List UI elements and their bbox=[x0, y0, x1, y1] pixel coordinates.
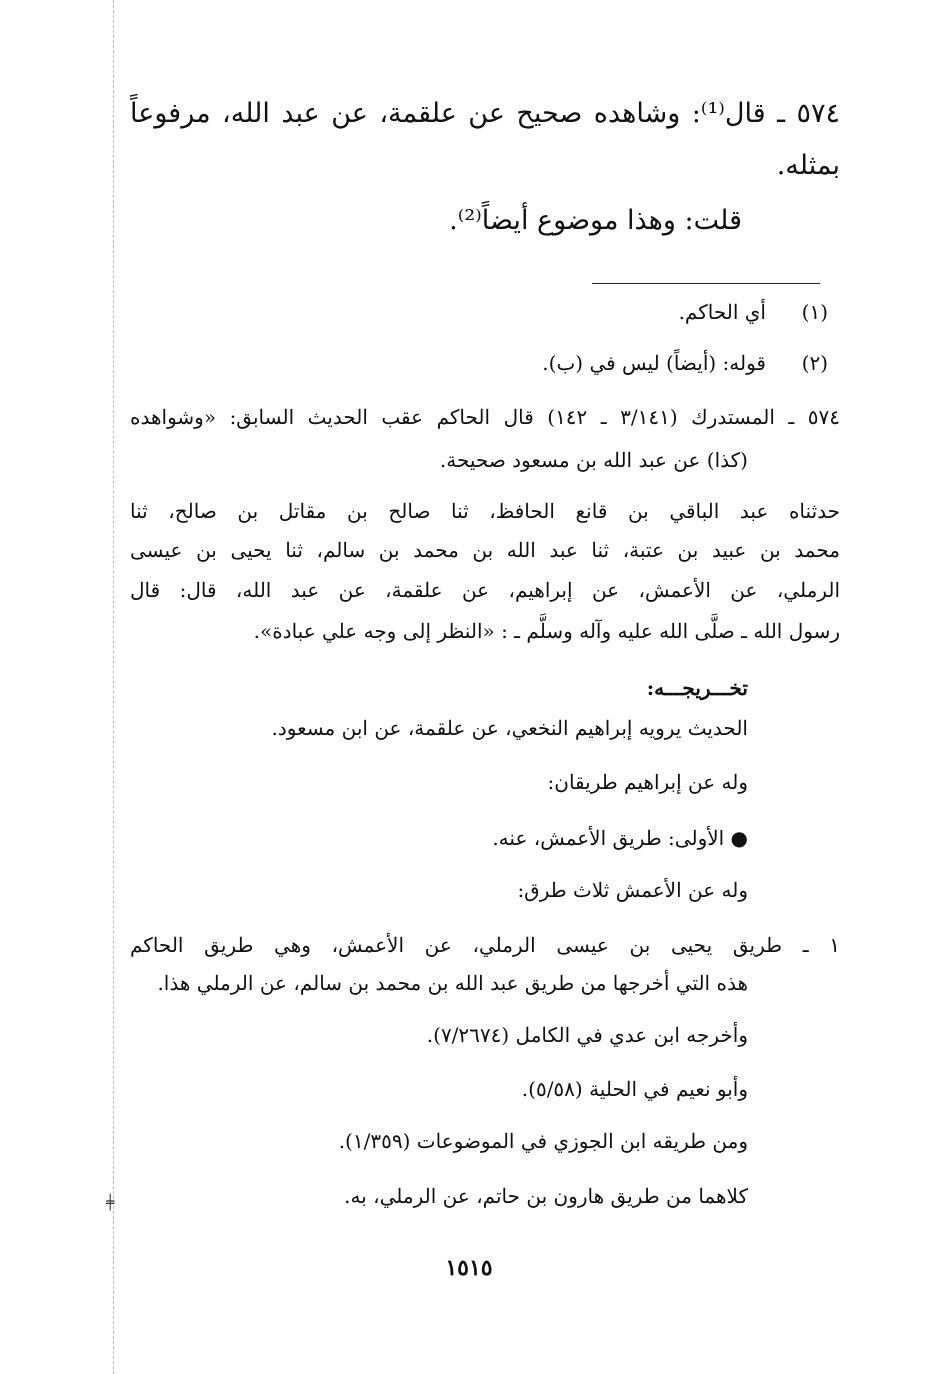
takhrij-heading: تخـــريجـــه: bbox=[646, 676, 748, 700]
footnote-2-number: (٢) bbox=[801, 351, 828, 375]
takhrij-line-10: كلاهما من طريق هارون بن حاتم، عن الرملي، به. bbox=[344, 1184, 748, 1208]
main-text-line-3: قلت: وهذا موضوع أيضاً⁽²⁾. bbox=[449, 205, 742, 236]
footnote-separator bbox=[592, 283, 820, 284]
main-text-line-1: ٥٧٤ ـ قال⁽¹⁾: وشاهده صحيح عن علقمة، عن عبد الله، مرفوعاً bbox=[130, 98, 840, 129]
takhrij-line-1: الحديث يرويه إبراهيم النخعي، عن علقمة، عن ابن مسعود. bbox=[271, 716, 748, 740]
commentary-line-1: ٥٧٤ ـ المستدرك (٣/١٤١ ـ ١٤٢) قال الحاكم عقب الحديث السابق: «وشواهده bbox=[130, 405, 840, 429]
takhrij-line-3: ● الأولى: طريق الأعمش، عنه. bbox=[492, 826, 748, 850]
takhrij-line-7: وأخرجه ابن عدي في الكامل (٧/٢٦٧٤). bbox=[426, 1023, 748, 1047]
footnote-1 bbox=[679, 300, 828, 324]
takhrij-line-9: ومن طريقه ابن الجوزي في الموضوعات (١/٣٥٩). bbox=[338, 1129, 748, 1153]
isnad-line-4: رسول الله ـ صلَّى الله عليه وآله وسلَّم ـ : «النظر إلى وجه علي عبادة». bbox=[253, 619, 840, 643]
footnote-1-text: أي الحاكم. bbox=[678, 300, 766, 324]
takhrij-line-5: ١ ـ طريق يحيى بن عيسى الرملي، عن الأعمش، وهي طريق الحاكم bbox=[130, 933, 841, 957]
takhrij-line-2: وله عن إبراهيم طريقان: bbox=[547, 770, 748, 794]
footnote-2-text: قوله: (أيضاً) ليس في (ب). bbox=[542, 351, 766, 375]
page-number: ١٥١٥ bbox=[445, 1255, 493, 1281]
margin-mark: ╪ bbox=[106, 1195, 115, 1211]
isnad-line-1: حدثناه عبد الباقي بن قانع الحافظ، ثنا صالح بن مقاتل بن صالح، ثنا bbox=[130, 499, 840, 523]
takhrij-line-4: وله عن الأعمش ثلاث طرق: bbox=[517, 878, 748, 902]
commentary-line-2: (كذا) عن عبد الله بن مسعود صحيحة. bbox=[439, 448, 748, 472]
footnote-2 bbox=[542, 351, 828, 375]
margin-guide-line bbox=[113, 0, 114, 1374]
isnad-line-3: الرملي، عن الأعمش، عن إبراهيم، عن علقمة، عن عبد الله، قال: قال bbox=[130, 578, 840, 602]
takhrij-line-6: هذه التي أخرجها من طريق عبد الله بن محمد بن سالم، عن الرملي هذا. bbox=[157, 971, 748, 995]
isnad-line-2: محمد بن عبيد بن عتبة، ثنا عبد الله بن محمد بن سالم، ثنا يحيى بن عيسى bbox=[130, 538, 840, 562]
footnote-1-number: (١) bbox=[801, 300, 828, 324]
takhrij-line-8: وأبو نعيم في الحلية (٥/٥٨). bbox=[521, 1077, 748, 1101]
main-text-line-2: بمثله. bbox=[776, 150, 840, 181]
